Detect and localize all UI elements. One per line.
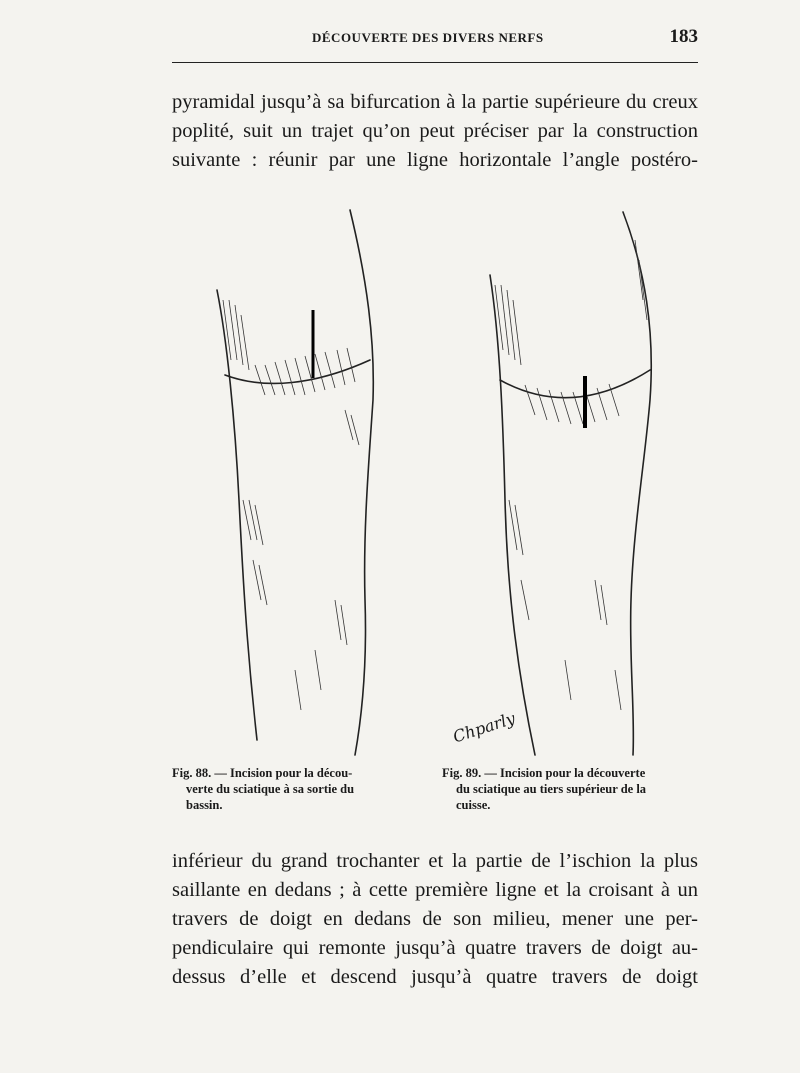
caption-first-line [442,765,704,781]
figure-number: Fig. 88. [172,766,212,780]
figure-89-caption [442,765,704,813]
hatching [223,300,359,710]
running-head: DÉCOUVERTE DES DIVERS NERFS [312,30,544,45]
caption-text: — Incision pour la découverte [484,766,646,780]
caption-line: cuisse. [456,798,491,812]
caption-line: verte du sciatique à sa sortie du [186,782,355,796]
page-number: 183 [669,26,698,47]
page-header [172,22,698,63]
figure-88-illustration [195,200,415,760]
gluteal-fold [500,370,650,398]
text-line: dessus d’elle et descend jusqu’à quatre travers de doigt [172,966,698,988]
hatching [495,240,647,710]
thigh-outline-right [623,212,651,755]
caption-text: — Incision pour la décou- [214,766,353,780]
paragraph-bottom [172,847,698,992]
caption-line: bassin. [186,798,223,812]
figure-number: Fig. 89. [442,766,482,780]
text-line: travers de doigt en dedans de son milieu, mener une per- [172,908,698,930]
thigh-outline-left [490,275,535,755]
caption-first-line [172,765,417,781]
paragraph-top [172,88,698,175]
text-line: inférieur du grand trochanter et la partie de l’ischion la plus [172,850,698,872]
illustrator-signature: Chparly [450,708,518,747]
text-line: pyramidal jusqu’à sa bifurcation à la partie supérieure du creux [172,91,698,113]
thigh-outline-right [350,210,373,755]
caption-line: du sciatique au tiers supérieur de la [456,782,647,796]
text-line: pendiculaire qui remonte jusqu’à quatre travers de doigt au- [172,937,698,959]
figure-89-illustration [445,200,675,760]
text-line: saillante en dedans ; à cette première ligne et la croisant à un [172,879,698,901]
gluteal-fold [225,360,370,383]
text-line: suivante : réunir par une ligne horizontale l’angle postéro- [172,149,698,171]
figure-88-caption [172,765,417,813]
text-line: poplité, suit un trajet qu’on peut préciser par la construction [172,120,698,142]
